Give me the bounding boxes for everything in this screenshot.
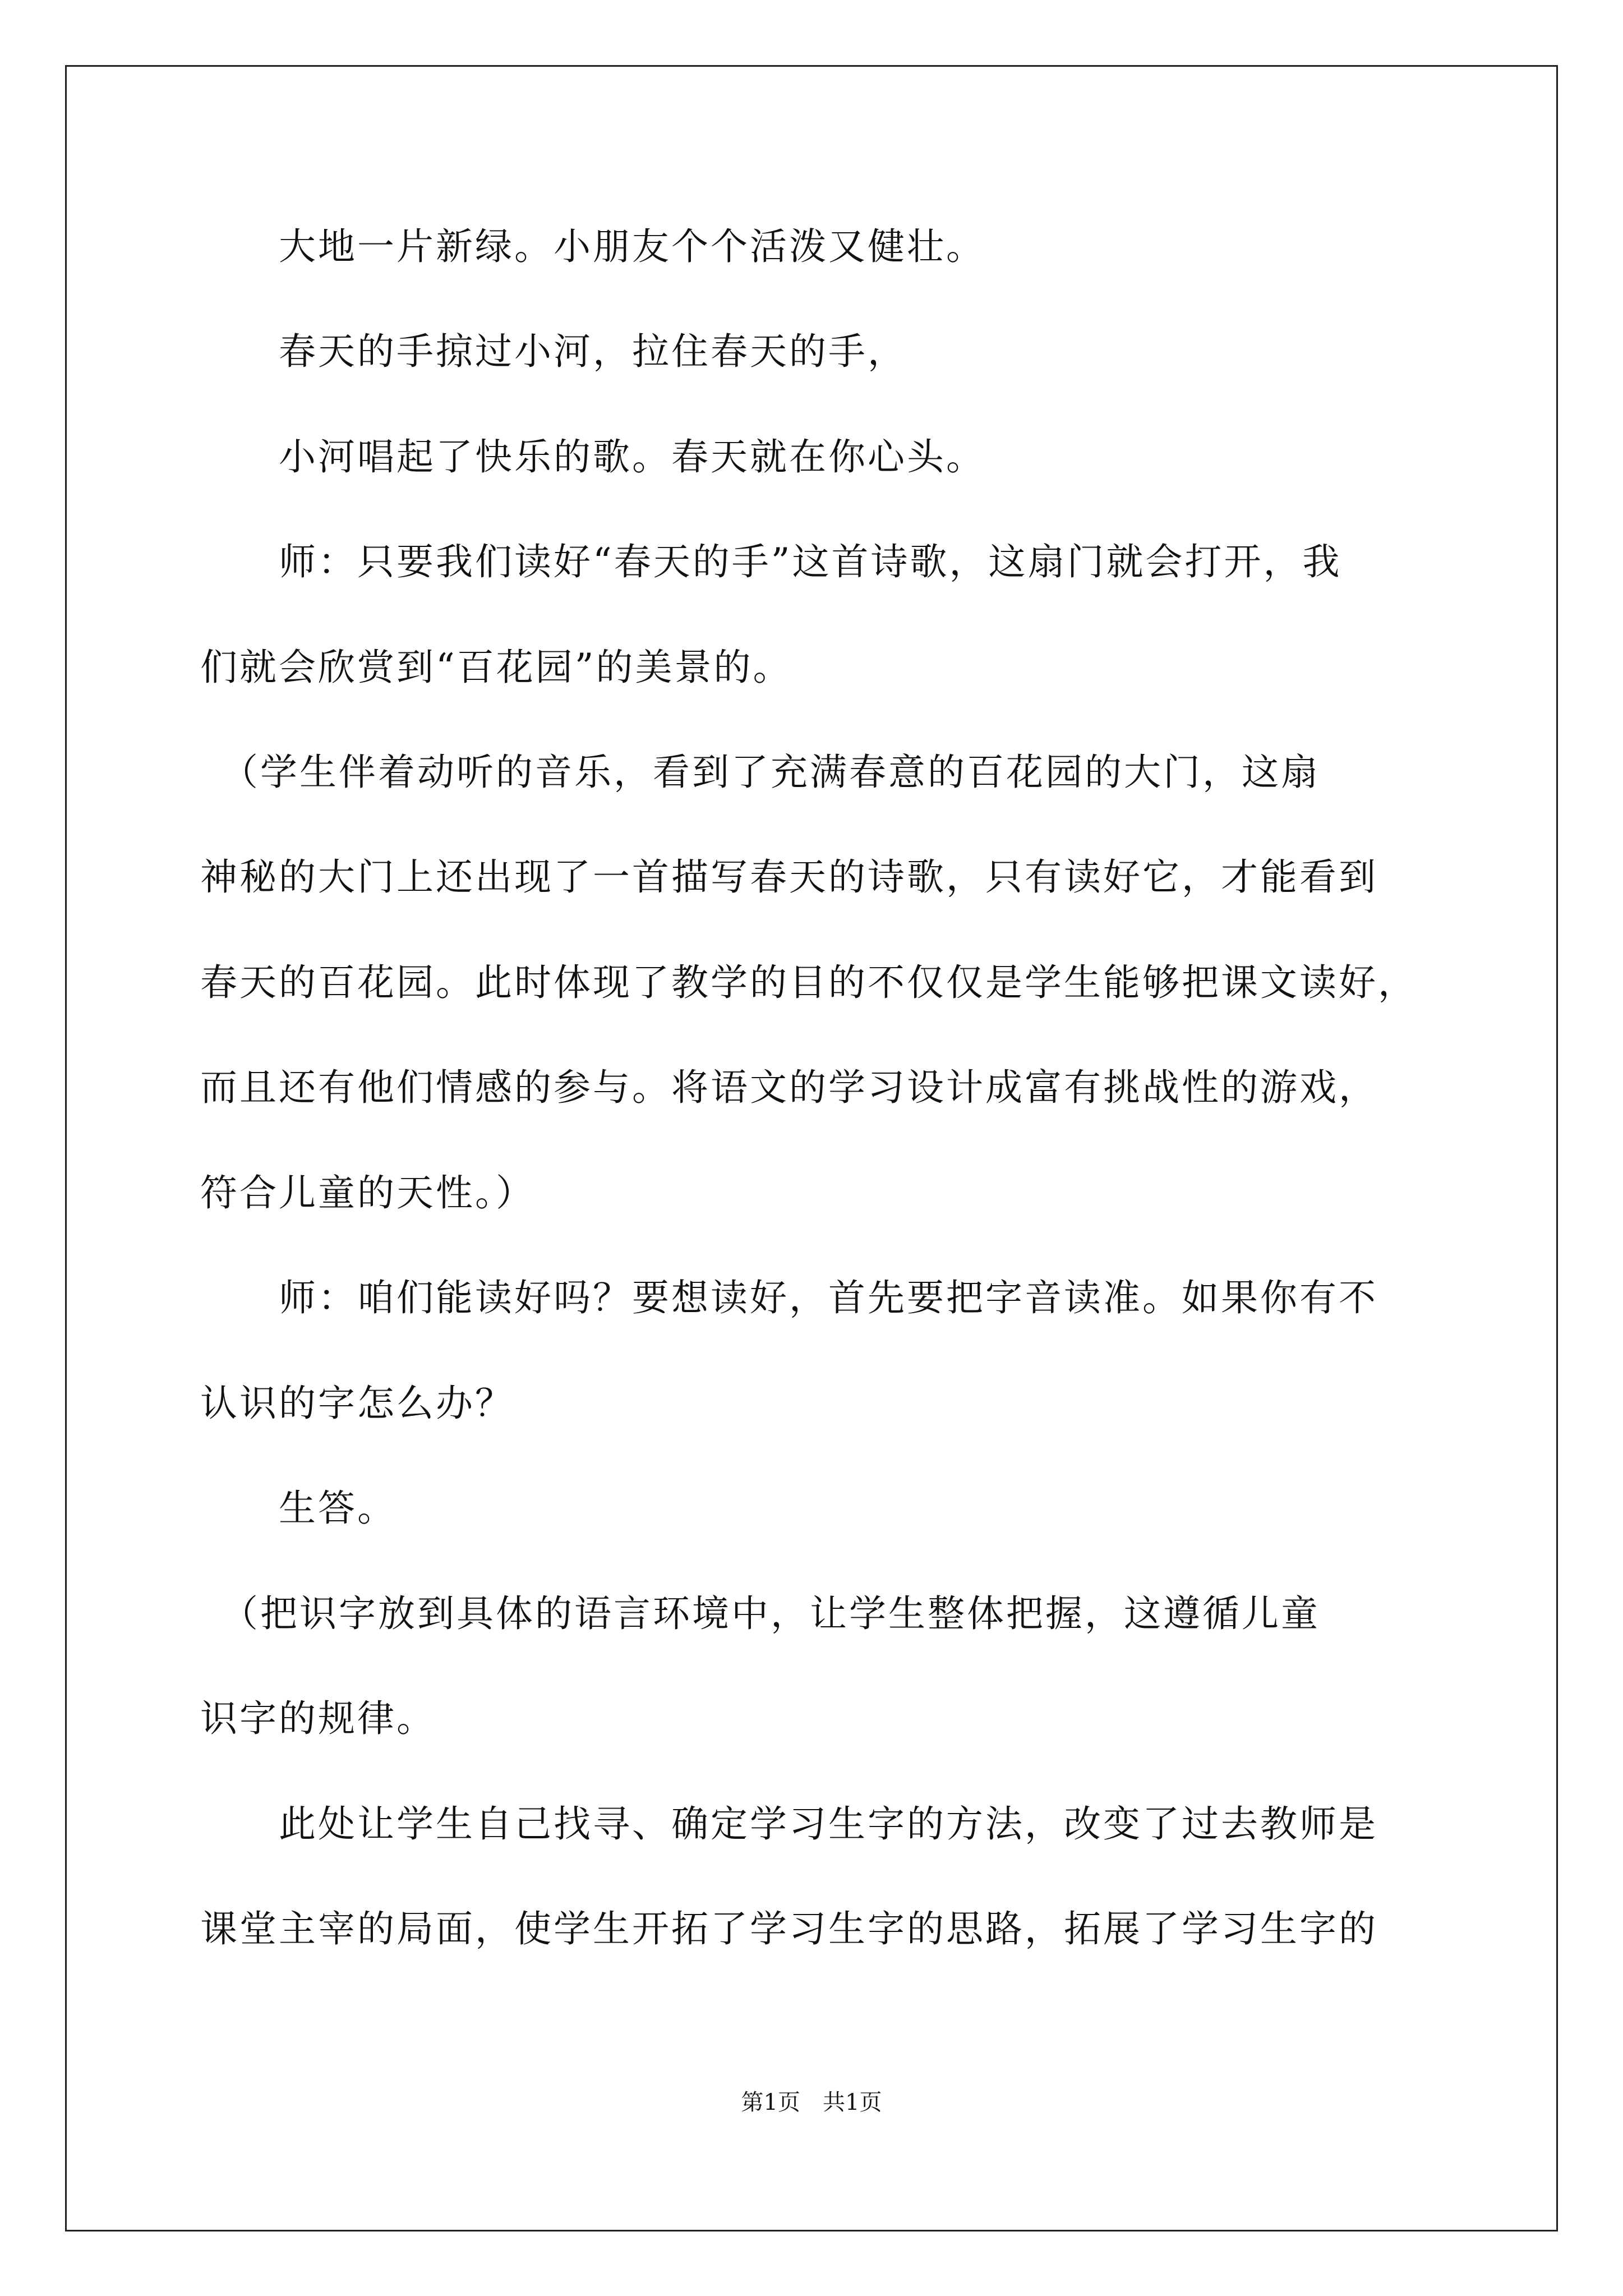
body-line: 春天的手掠过小河，拉住春天的手，	[200, 330, 907, 373]
body-line: 认识的字怎么办？	[200, 1382, 514, 1425]
body-line: 神秘的大门上还出现了一首描写春天的诗歌，只有读好它，才能看到	[200, 855, 1378, 899]
page-number-footer: 第1页 共1页	[741, 2090, 882, 2115]
body-line: 小河唱起了快乐的歌。春天就在你心头。	[200, 435, 985, 478]
body-line: 师：咱们能读好吗？要想读好，首先要把字音读准。如果你有不	[200, 1276, 1378, 1319]
body-line: 春天的百花园。此时体现了教学的目的不仅仅是学生能够把课文读好，	[200, 961, 1417, 1004]
body-line: 识字的规律。	[200, 1697, 436, 1740]
body-line: 此处让学生自己找寻、确定学习生字的方法，改变了过去教师是	[200, 1802, 1378, 1846]
body-line: （把识字放到具体的语言环境中，让学生整体把握，这遵循儿童	[200, 1592, 1320, 1635]
body-line: 们就会欣赏到“百花园”的美景的。	[200, 646, 792, 689]
body-line: （学生伴着动听的音乐，看到了充满春意的百花园的大门，这扇	[200, 751, 1320, 794]
body-line: 符合儿童的天性。）	[200, 1171, 535, 1214]
body-line: 大地一片新绿。小朋友个个活泼又健壮。	[200, 225, 985, 268]
body-line: 师：只要我们读好“春天的手”这首诗歌，这扇门就会打开，我	[200, 540, 1342, 583]
body-line: 而且还有他们情感的参与。将语文的学习设计成富有挑战性的游戏，	[200, 1066, 1378, 1109]
body-line: 生答。	[200, 1487, 396, 1530]
body-line: 课堂主宰的局面，使学生开拓了学习生字的思路，拓展了学习生字的	[200, 1907, 1378, 1950]
